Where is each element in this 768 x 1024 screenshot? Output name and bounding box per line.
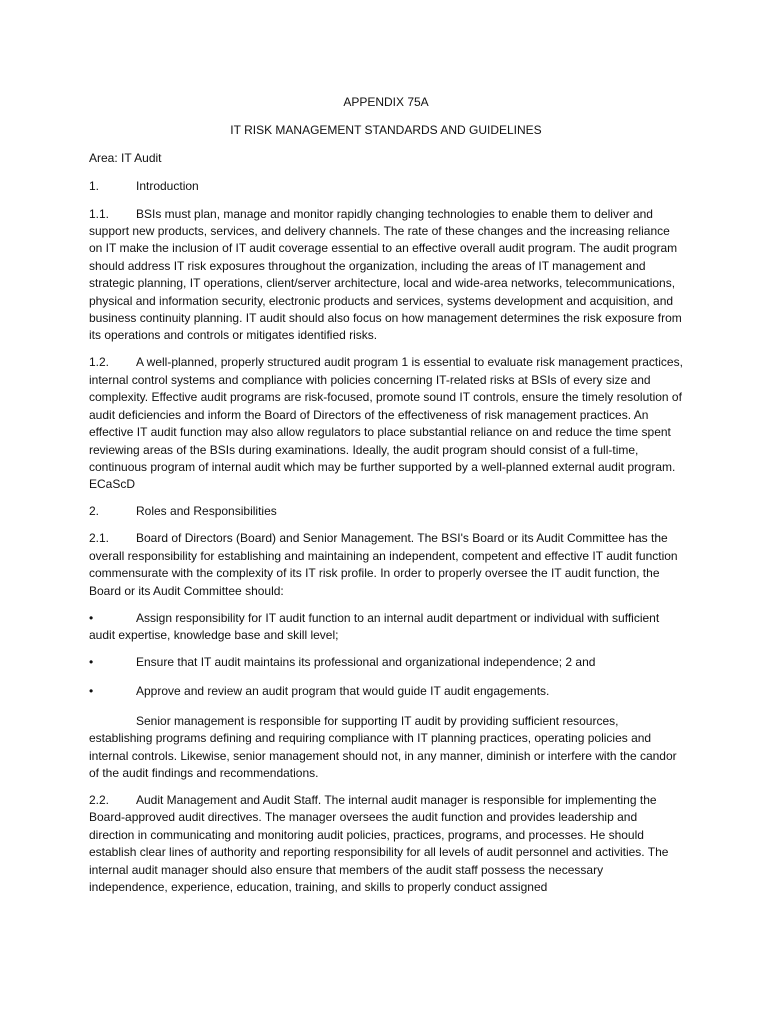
bullet-item xyxy=(89,683,683,700)
paragraph-text: BSIs must plan, manage and monitor rapidly changing technologies to enable them to deliver and support new products, services, and delivery channels. The rate of these changes and the increasing reliance on IT make the inclusion of IT audit coverage essential to an effective overall audit program. The audit program should address IT risk exposures throughout the organization, including the areas of IT management and strategic planning, IT operations, client/server architecture, local and wide-area networks, telecommunications, physical and information security, electronic products and services, systems development and acquisition, and business continuity planning. IT audit should also focus on how management determines the risk exposure from its operations and controls or mitigates identified risks. xyxy=(89,206,682,343)
appendix-heading: APPENDIX 75A xyxy=(343,95,429,109)
paragraph-text: A well-planned, properly structured audit program 1 is essential to evaluate risk management practices, internal control systems and compliance with policies concerning IT-related risks at BSIs of every size and complexity. Effective audit programs are risk-focused, promote sound IT controls, ensure the timely resolution of audit deficiencies and inform the Board of Directors of the effectiveness of risk management practices. An effective IT audit function may also allow regulators to place substantial reliance on and reduce the time spent reviewing areas of the BSIs during examinations. Ideally, the audit program should consist of a full-time, continuous program of internal audit which may be further supported by a well-planned external audit program. ECaScD xyxy=(89,355,683,492)
section-number: 2. xyxy=(89,504,100,519)
paragraph-senior-management: Senior management is responsible for supporting IT audit by providing sufficient resources, establishing programs defining and requiring compliance with IT planning practices, operating policies and internal controls. Likewise, senior management should not, in any manner, diminish or interfere with the candor of the audit findings and recommendations. xyxy=(89,713,677,780)
paragraph-number: 2.2. xyxy=(89,792,110,807)
bullet-marker: • xyxy=(89,684,94,699)
paragraph-number: 1.2. xyxy=(89,355,110,370)
section-number: 1. xyxy=(89,178,100,193)
paragraph-2-2 xyxy=(89,792,683,896)
paragraph-number: 2.1. xyxy=(89,531,110,546)
section-heading-roles xyxy=(89,503,683,520)
paragraph-1-2 xyxy=(89,354,683,493)
paragraph-1-1 xyxy=(89,206,683,345)
bullet-text: Ensure that IT audit maintains its professional and organizational independence; 2 and xyxy=(136,654,596,669)
paragraph-text: Audit Management and Audit Staff. The internal audit manager is responsible for implementing the Board-approved audit directives. The manager oversees the audit function and provides leadership and direction in communicating and monitoring audit policies, practices, programs, and processes. He should establish clear lines of authority and reporting responsibility for all levels of audit personnel and activities. The internal audit manager should also ensure that members of the audit staff possess the necessary independence, experience, education, training, and skills to properly conduct assigned xyxy=(89,792,669,894)
bullet-text: Approve and review an audit program that would guide IT audit engagements. xyxy=(136,684,550,699)
section-heading-introduction xyxy=(89,178,683,195)
paragraph-2-1 xyxy=(89,530,683,600)
paragraph-number: 1.1. xyxy=(89,206,110,221)
bullet-item xyxy=(89,610,683,645)
paragraph-text: Board of Directors (Board) and Senior Management. The BSI's Board or its Audit Committee has the overall responsibility for establishing and maintaining an independent, competent and effective IT audit function commensurate with the complexity of its IT risk profile. In order to properly oversee the IT audit function, the Board or its Audit Committee should: xyxy=(89,531,678,598)
bullet-marker: • xyxy=(89,654,94,669)
section-title: Introduction xyxy=(136,178,199,193)
bullet-item xyxy=(89,654,683,671)
bullet-marker: • xyxy=(89,610,94,625)
area-label: Area: IT Audit xyxy=(89,150,162,165)
bullet-text: Assign responsibility for IT audit function to an internal audit department or individual with sufficient audit expertise, knowledge base and skill level; xyxy=(89,610,660,642)
document-body xyxy=(89,94,683,906)
document-title: IT RISK MANAGEMENT STANDARDS AND GUIDELINES xyxy=(230,122,542,137)
section-title: Roles and Responsibilities xyxy=(136,504,277,519)
